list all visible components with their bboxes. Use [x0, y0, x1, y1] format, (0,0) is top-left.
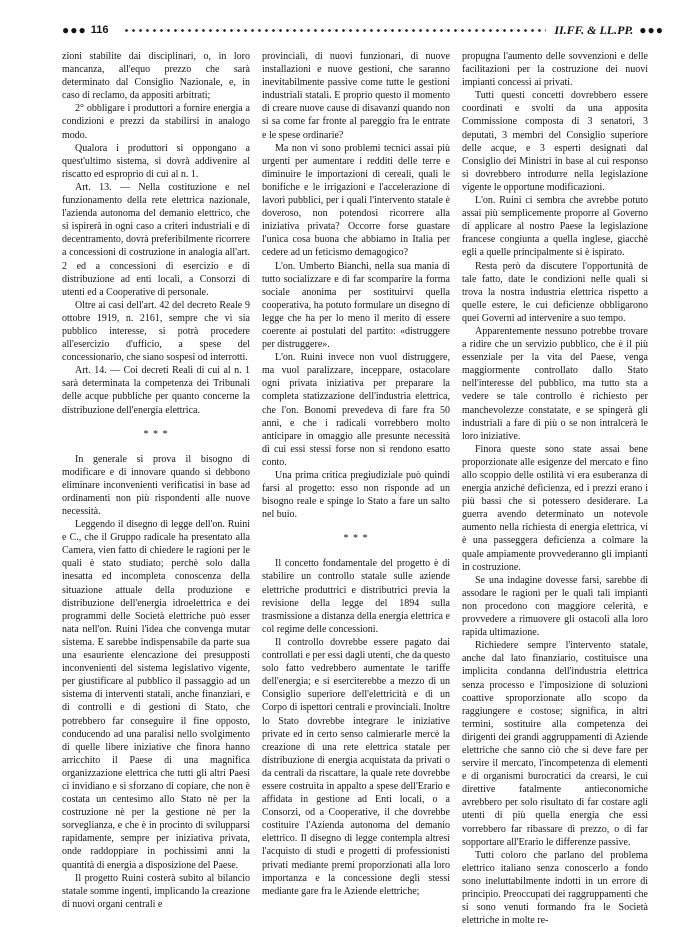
- paragraph: Leggendo il disegno di legge dell'on. Ruini e C., che il Gruppo radicale ha presentato alla Camera, vien fatto di chiedere le ragioni per le quali è stato studiato; perchè solo dalla inesatta ed incompleta conoscenza della situazione attuale della produzione e distribuzione dell'energia idroelettrica e dei programmi delle Società elettriche può esser nata nell'on. Ruini l'idea che convenga mutar sistema. E sarebbe indispensabile da parte sua una esauriente elencazione dei presupposti inconvenienti del sistema legislativo vigente, per giustificare al pubblico il passaggio ad un sistema di interventi statali, anche finanziari, e di controlli e di gestioni di Stato, che potrebbero far conseguire il fine opposto, conducendo ad una paralisi nello svolgimento di quelle libere iniziative che finora hanno arricchito il Paese di una magnifica organizzazione elettrica che tutti gli altri Paesi ci invidiano e si sforzano di copiare, che non è costata un centesimo allo Stato nè per la costruzione nè per la gestione nè per la sorveglianza, e che è in procinto di svilupparsi rapidamente, sempre per iniziativa privata, onde raddoppiare in pochissimi anni la quantità di energia a disposizione del Paese.: [62, 519, 250, 871]
- text-column-left: [62, 50, 250, 910]
- paragraph: Il controllo dovrebbe essere pagato dai controllati e per essi dagli utenti, che da questo solo fatto vedrebbero aumentate le tariffe dell'energia; e si eserciterebbe a mezzo di un Consiglio superiore dell'elettricità e di un Corpo di ispettori centrali e provinciali. Inoltre lo Stato dovrebbe integrare le iniziative private ed in certo senso calmierarle mercè la creazione di una rete elettrica statale per distribuzione di energia acquistata da privati o da centrali da riscattare, la quale rete dovrebbe essere costruita in appalto a spese dell'Erario e affidata in gestione ad Enti locali, o a Consorzi, od a Cooperative, il che dovrebbe costituire l'Azienda autonoma del demanio elettrico. Il disegno di legge contempla altresì l'acquisto di studi e progetti di professionisti privati mediante premi proporzionati alla loro importanza e la concessione degli stessi mediante gare fra le Aziende elettriche;: [262, 636, 450, 897]
- text-column-right: [462, 50, 648, 927]
- paragraph: Art. 14. — Coi decreti Reali di cui al n. 1 sarà determinata la competenza dei Tribunali delle acque pubbliche per quanto concerne la distribuzione dell'energia elettrica.: [62, 365, 250, 416]
- paragraph: Se una indagine dovesse farsi, sarebbe di assodare le ragioni per le quali tali impianti non procedono con maggiore celerità, e provvedere a rimuovere gli ostacoli alla loro rapida ultimazione.: [462, 574, 648, 639]
- paragraph: Art. 13. — Nella costituzione e nel funzionamento della rete elettrica nazionale, l'azienda autonoma del demanio elettrico, che si ispirerà in ogni caso a criteri industriali e di decentramento, dovrà preferibilmente ricorrere a concessioni di costruzione in analogia all'art. 2 ed a concessioni di esercizio e di distribuzione ad enti locali, a Consorzi di utenti ed a Cooperative di personale.: [62, 181, 250, 298]
- paragraph: Finora queste sono state assai bene proporzionate alle esigenze del mercato e fino allo scoppio delle ostilità vi era esuberanza di energia anziché deficienza, ed i prezzi erano i più bassi che si potessero desiderare. La guerra avendo determinato un notevole aumento nella richiesta di energia elettrica, vi è una passeggera deficienza a colmare la quale ampiamente provvederanno gli impianti in costruzione.: [462, 443, 648, 573]
- page-number: 116: [90, 24, 109, 36]
- paragraph: 2° obbligare i produttori a fornire energia a condizioni e prezzi da stabilirsi in analogo modo.: [62, 103, 250, 141]
- paragraph: provinciali, di nuovi funzionari, di nuove installazioni e nuove gestioni, che saranno inevitabilmente passive come tutte le gestioni industriali statali. E proprio questo il momento di creare nuove cause di disavanzi quando non si sa come far fronte al pareggio fra le entrate e le spese ordinarie?: [262, 51, 450, 141]
- header-trail-dots: ●●●: [639, 23, 664, 37]
- paragraph: Tutti questi concetti dovrebbero essere coordinati e svolti da una apposita Commissione composta di 3 senatori, 3 deputati, 3 membri del Consiglio superiore delle acque, e 3 esperti designati dal Consiglio dei Ministri in base al cui responso si dovrebbero introdurre nella legislazione vigente le opportune modificazioni.: [462, 90, 648, 193]
- paragraph: Ma non vi sono problemi tecnici assai più urgenti per aumentare i redditi delle terre e diminuire le importazioni di cereali, quali le bonifiche e le irrigazioni e l'accelerazione di lavori pubblici, per i quali l'intervento statale è doveroso, non potendosi ricorrere alla iniziativa privata? Occorre forse guastare l'unica cosa buona che abbiamo in Italia per cedere ad un feticismo demagogico?: [262, 142, 450, 259]
- paragraph: Apparentemente nessuno potrebbe trovare a ridire che un servizio pubblico, che è il più essenziale per la vita del Paese, venga maggiormente controllato dallo Stato nell'interesse del pubblico, ma tutto sta a vedere se tale controllo è richiesto per manchevolezze constatate, e se spingerà gli industriali a fare di più o se non intralcerà le loro iniziative.: [462, 325, 648, 442]
- section-separator: * * *: [343, 533, 369, 545]
- paragraph: Richiedere sempre l'intervento statale, anche dal lato finanziario, costituisce una implicita condanna dell'industria elettrica senza processo e l'imposizione di soluzioni coattive sproporzionate allo scopo da raggiungere e costose; significa, in altri termini, sostituire alla competenza dei dirigenti dei grandi aggruppamenti di Aziende elettriche che sanno ciò che si deve fare per servire il mercato, l'incompetenza di elementi e di organismi burocratici da crearsi, le cui direttive fatalmente antieconomiche avrebbero per solo risultato di far costare agli utenti di più quella energia che essi vorrebbero far ribassare di prezzo, o di far sopportare all'Erario le differenze passive.: [462, 640, 648, 848]
- paragraph: Resta però da discutere l'opportunità de tale fatto, date le condizioni nelle quali si trova la nostra industria elettrica rispetto a quelle estere, le cui deficienze obbligarono quei Governi ad intervenire a suo tempo.: [462, 260, 648, 324]
- header-lead-dots: ●●●: [62, 23, 87, 37]
- paragraph: Una prima critica pregiudiziale può quindi farsi al progetto: esso non risponde ad un bisogno reale e spinge lo Stato a fare un salto nel buio.: [262, 470, 450, 521]
- paragraph: Tutti coloro che parlano del problema elettrico italiano senza conoscerlo a fondo sono ineluttabilmente indotti in un errore di principio. Preoccupati dei raggruppamenti che si sono venuti formando fra le Società elettriche in molte re-: [462, 849, 648, 927]
- paragraph: zioni stabilite dai disciplinari, o, in loro mancanza, all'equo prezzo che sarà determinato dal Consiglio Nazionale, e, in caso di reclamo, da appositi arbitrati;: [62, 51, 250, 102]
- paragraph: Il concetto fondamentale del progetto è di stabilire un controllo statale sulle aziende elettriche produttrici e distributrici previa la revisione della legge del 1894 sulla trasmissione a distanza della energia elettrica e col regime delle concessioni.: [262, 558, 450, 635]
- running-header: [62, 22, 664, 38]
- header-dotted-rule: [123, 29, 547, 32]
- paragraph: Oltre ai casi dell'art. 42 del decreto Reale 9 ottobre 1919, n. 2161, sempre che vi sia pubblico interesse, si potrà procedere all'esercizio d'ufficio, a spese del concessionario, che siano sospesi od interrotti.: [62, 299, 250, 364]
- paragraph: L'on. Ruini invece non vuol distruggere, ma vuol paralizzare, inceppare, ostacolare ogni privata iniziativa per preparare la completa statizzazione dell'industria elettrica, che l'on. Bonomi prevedeva di fare fra 50 anni, e che i radicali vorrebbero molto anticipare in omaggio alle presunte necessità di cui essi stessi forse non si rendono esatto conto.: [262, 352, 450, 468]
- section-separator: * * *: [143, 428, 169, 440]
- journal-title: II.FF. & LL.PP.: [554, 22, 634, 37]
- paragraph: propugna l'aumento delle sovvenzioni e delle facilitazioni per la costruzione dei nuovi impianti concessi ai privati.: [462, 51, 648, 89]
- paragraph: In generale si prova il bisogno di modificare e di innovare quando si debbono eliminare inconvenienti verificatisi in base ad ordinamenti non più rispondenti alle nuove necessità.: [62, 453, 250, 517]
- paragraph: L'on. Ruini ci sembra che avrebbe potuto assai più semplicemente proporre al Governo di applicare al nostro Paese la legislazione francese congiunta a quella inglese, giacchè egli a quelle principalmente si è ispirato.: [462, 195, 648, 259]
- paragraph: Il progetto Ruini costerà subito al bilancio statale somme ingenti, implicando la creazione di nuovi organi centrali e: [62, 872, 250, 910]
- paragraph: L'on. Umberto Bianchi, nella sua mania di tutto socializzare e di far scomparire la forma sociale anonima per sostituirvi quella cooperativa, ha potuto formulare un disegno di legge che ha per lo meno il merito di essere coerente ai postulati del partito: «distruggere per distruggere».: [262, 260, 450, 351]
- text-column-middle: [262, 50, 450, 895]
- paragraph: Qualora i produttori si oppongano a quest'ultimo sistema, si dovrà addivenire al riscatto ed esproprio di cui al n. 1.: [62, 142, 250, 180]
